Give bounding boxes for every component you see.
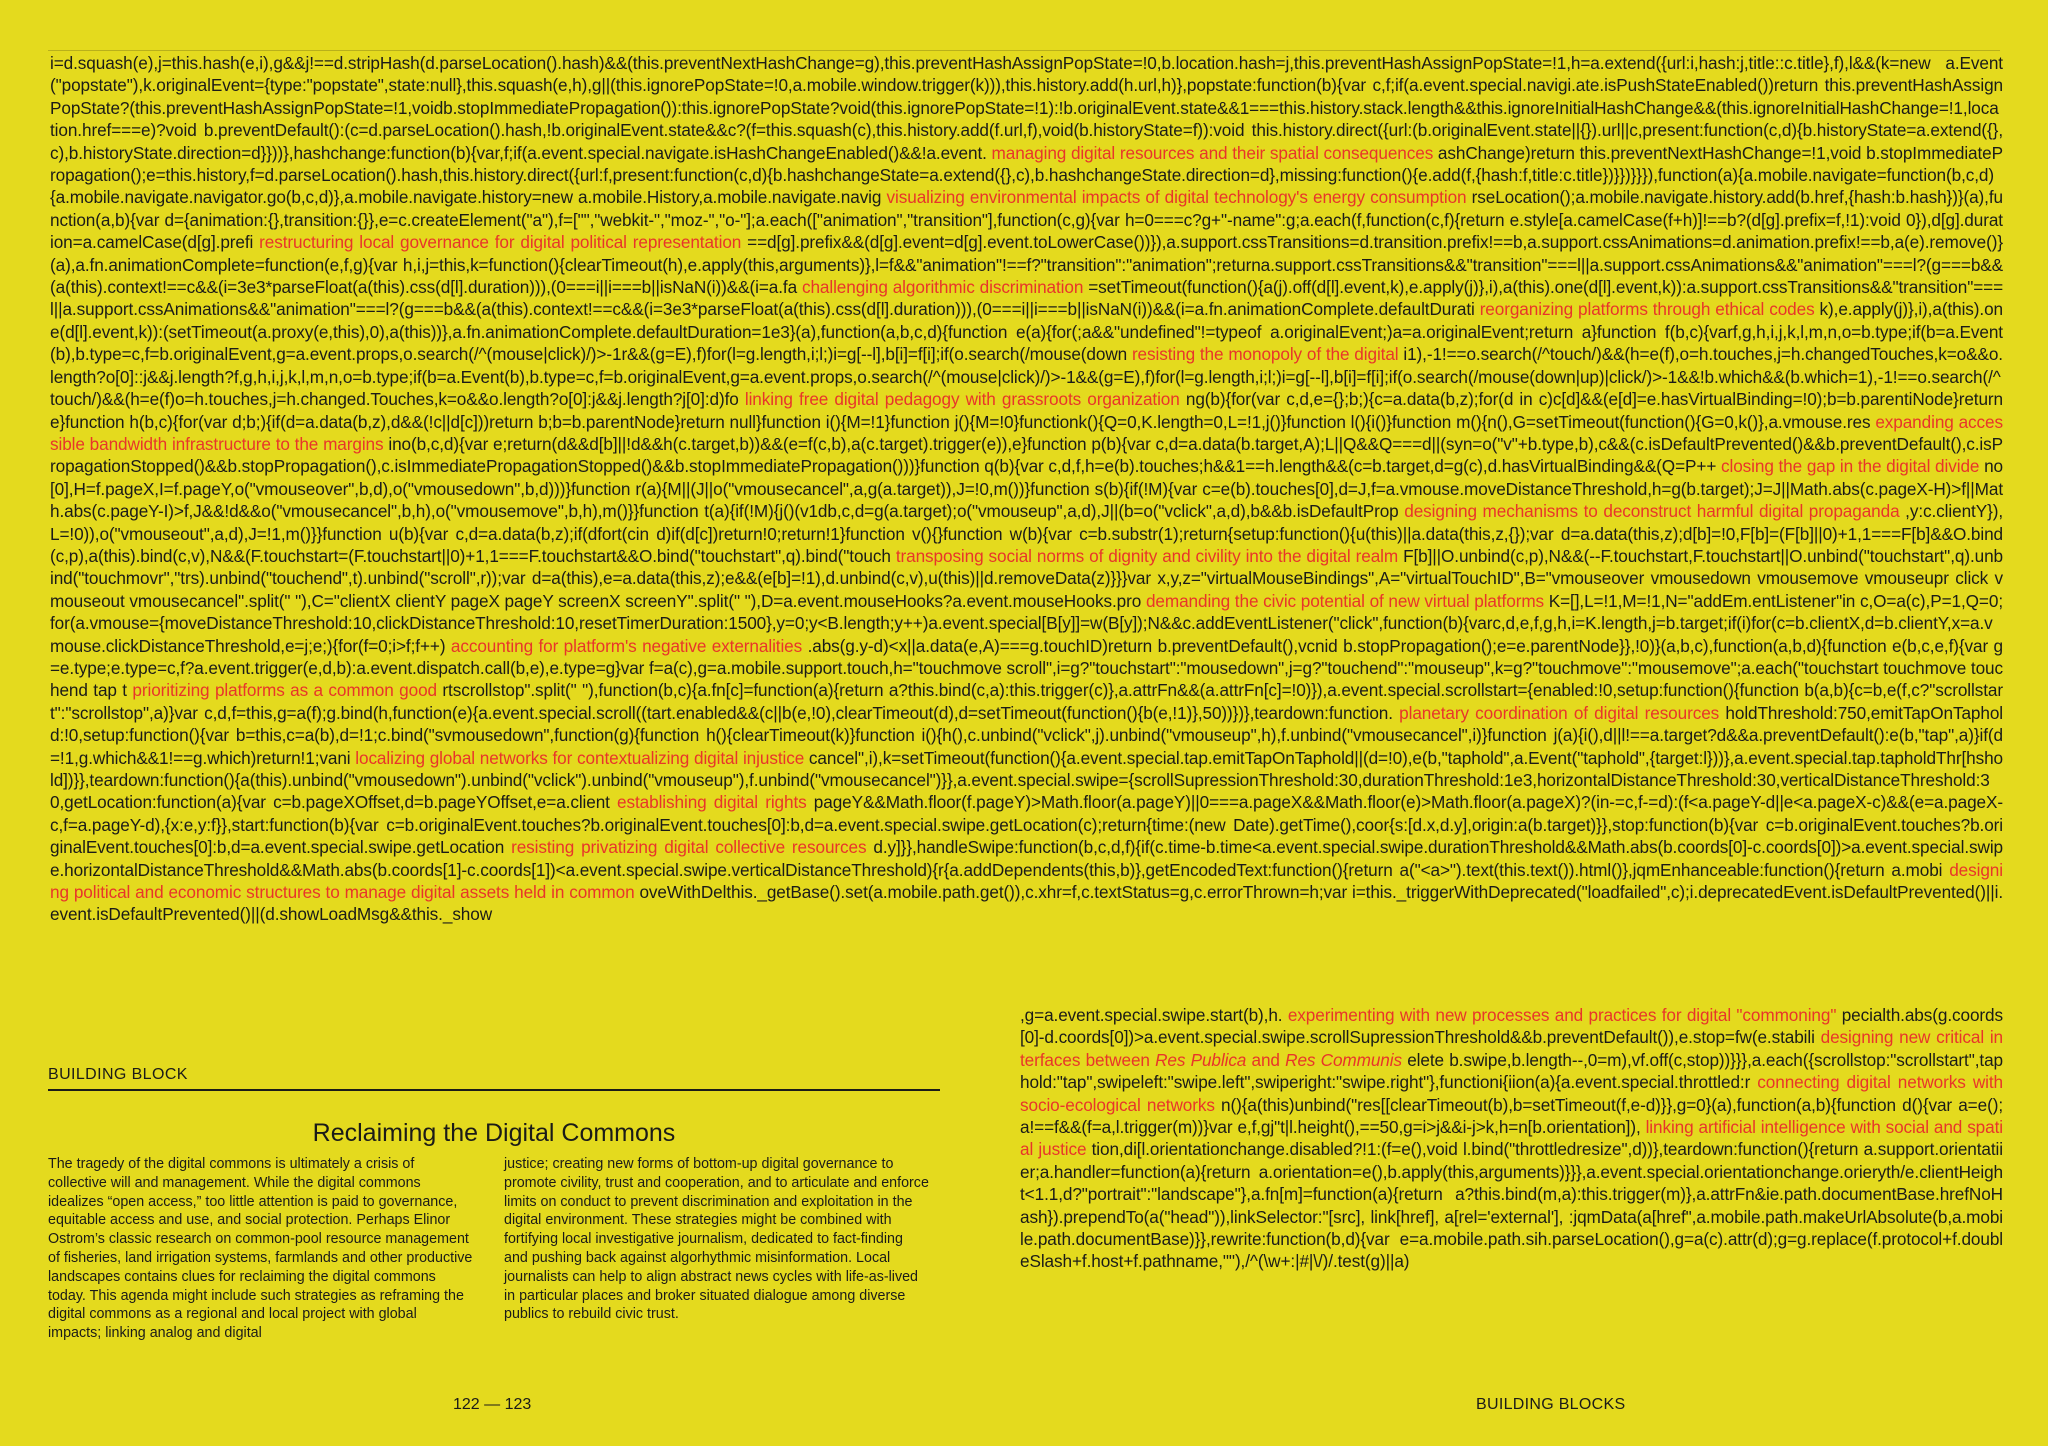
code-fragment: rseLocation();a.mobile.navigate.history.add(b.href,{hash:b.hash})}(a),function(a,b){var d={animation:{},transition:{}},e=c.createElement("a"),f=["","webkit-","moz-","o-"];a.each(["animation","transition"],function(c,g){var h=0===c?g+"-name":g;a.each(f,function(c,f){return e.style[a.camelCase(f+h)]!==b?(d[g].prefix=f,!1):void 0}),d[g].duration=a.camelCase(d[g].prefi xyxy=(50,187,2003,253)
code-fragment: F[b]||O.unbind(c,p),N&&(--F.touchstart,F.touchstart||O.unbind("touchstart",q).unbind("touchmovr","trs).unbind("touchend",t).unbind("scroll",r));var d=a(this),e=a.data(this,z);e&&(e[b]=!1),d.unbind(c,v),u(this)||d.removeData(z)}}}var x,y,z="virtualMouseBindings",A="virtualTouchID",B="vmouseover vmousedown vmousemove vmouseupr click vmouseout vmousecancel".split(" "),C="clientX clientY pageX pageY screenX screenY".split(" "),D=a.event.mouseHooks?a.event.mouseHooks.pro xyxy=(50,545,2003,611)
top-rule xyxy=(48,50,2000,51)
code-fragment: =setTimeout(function(){a(j).off(d[l].event,k),e.apply(j)},i),a(this).one(d[l].event,k)):a.support.cssTransitions&&"transition"===l||a.support.cssAnimations&&"animation"===l?(g===b&&(a(this).context!==c&&(i=3e3*parseFloat(a(this).css(d[l].duration))),(0===i||i===b||isNaN(i))&&(i=a.fn.animationComplete.defaultDurati xyxy=(50,277,2004,320)
running-head: BUILDING BLOCKS xyxy=(1476,1396,1626,1413)
section-label: BUILDING BLOCK xyxy=(48,1066,188,1083)
code-fragment: i=d.squash(e),j=this.hash(e,i),g&&j!==d.stripHash(d.parseLocation().hash)&&(this.preventNextHashChange=g),this.preventHashAssignPopState=!0,b.location.hash=j,this.preventHashAssignPopState=!1,h=a.extend({url:i,hash:j,title::c.title},f),l&&(k=new a.Event("popstate"),k.originalEvent={type:"popstate",state:null},this.squash(e,h),g||(this.ignorePopState=!0,a.mobile.window.trigger(k))),this.history.add(h.url,h)},popstate:function(b){var c,f;if(a.event.special.navigi.ate.isPushStateEnabled())return this.preventHashAssignPopState?(this.preventHashAssignPopState=!1,voidb.stopImmediatePropagation()):this.ignorePopState?void(this.ignorePopState=!1):!b.originalEvent.state&&1===this.history.stack.length&&this.ignoreInitialHashChange&&(this.ignoreInitialHashChange=!1,location.href===e)?void b.preventDefault():(c=d.parseLocation().hash,!b.originalEvent.state&&c?(f=this.squash(c),this.history.add(f.url,f),void(b.historyState=f)):void this.history.direct({url:(b.originalEvent.state||{}).url||c,present:function(c,d){b.historyState=a.extend({},c),b.historyState.direction=d}}))},hashchange:function(b){var,f;if(a.event.special.navigate.isHashChangeEnabled()&&!a.event. xyxy=(50,53,2003,163)
code-fragment: pecialth.abs(g.coords[0]-d.coords[0])>a.event.special.swipe.scrollSupressionThreshold&&b.preventDefault()),e.stop=fw(e.stabili xyxy=(1020,1005,2003,1048)
highlighted-phrase: designing mechanisms to deconstruct harmful digital propaganda xyxy=(1404,501,1900,522)
code-fragment: ino(b,c,d){var e;return(d&&d[b]||!d&&h(c.target,b))&&(e=f(c,b),a(c.target).trigger(e)),e}function p(b){var c,d=a.data(b.target,A);L||Q&&Q===d||(syn=o("v"+b.type,b),c&&(c.isDefaultPrevented()&&b.preventDefault(),c.isPropagationStopped()&&b.stopPropagation(),c.isImmediatePropagationStopped()&&b.stopImmediatePropagation()))}function q(b){var c,d,f,h=e(b).touches;h&&1==h.length&&(c=b.target,d=g(c),d.hasVirtualBinding&&(Q=P++ xyxy=(50,433,2003,477)
code-fragment: ,y:c.clientY}),L=!0)),o("vmouseout",a,d),J=!1,m()}}function u(b){var c,d=a.data(b,z);if(dfort(cin d)if(d[c])return!0;return!1}function v(){}function w(b){var c=b.substr(1);return{setup:function(){u(this)||a.data(this,z,{});var d=a.data(this,z);d[b]=!0,F[b]=(F[b]||0)+1,1===F[b]&&O.bind(c,p),a(this).bind(c,v),N&&(F.touchstart=(F.touchstart||0)+1,1===F.touchstart&&O.bind("touchstart",q).bind("touch xyxy=(50,501,2004,566)
highlighted-phrase: managing digital resources and their spatial consequences xyxy=(991,142,1434,163)
highlighted-phrase: Res Publica xyxy=(1155,1049,1247,1070)
code-fragment: i1),-1!==o.search(/^touch/)&&(h=e(f),o=h.touches,j=h.changedTouches,k=o&&o.length?o[0]::j&&j.length?f,g,h,i,j,k,l,m,n,o=b.type;if(b=a.Event(b),b.type=c,f=b.originalEvent,g=a.event.props,o.search(/^(mouse|click)/)>-1&&(g=E),f)for(l=g.length,i;l;)i=g[--l],b[i]=f[i];if(o.search(/mouse(down|up)|click/)>-1&&!b.which&&(b.which=1),-1!==o.search(/^touch/)&&(h=e(f)o=h.touches,j=h.changed.Touches,k=o&&o.length?o[0]:j&&j.length?j[0]:d)fo xyxy=(50,344,2003,410)
highlighted-phrase: designing political and economic structures to manage digital assets held in common xyxy=(50,859,2003,903)
code-fragment: pageY&&Math.floor(f.pageY)>Math.floor(a.pageY)||0===a.pageX&&Math.floor(e)>Math.floor(a.pageX)?(in-=c,f-=d):(f<a.pageY-d||e<a.pageX-c)&&(e=a.pageX-c,f=a.pageY-d),{x:e,y:f}},start:function(b){var c=b.originalEvent.touches?b.originalEvent.touches[0]:b,d=a.event.special.swipe.getLocation(c);return{time:(new Date).getTime(),coor{s:[d.x,d.y],origin:a(b.target)}},stop:function(b){var c=b.originalEvent.touches?b.originalEvent.touches[0]:b,d=a.event.special.swipe.getLocation xyxy=(50,792,2003,858)
code-fragment: no [0],H=f.pageX,I=f.pageY,o("vmouseover",b,d),o("vmousedown",b,d)))}function r(a){M||(J||o("vmousecancel",a,g(a.target)),J=!0,m())}function s(b){if(!M){var c=e(b).touches[0],d=J,f=a.vmouse.moveDistanceThreshold,h=g(b.target);J=J||Math.abs(c.pageX-H)>f||Math.abs(c.pageY-I)>f,J&&!d&&o("vmousecancel",b,h),o("vmousemove",b,h),m()}}function t(a){if(!M){j()(v1db,c,d=g(a.target);o("vmouseup",a,d),J||(b=o("vclick",a,d),b&&b.isDefaultProp xyxy=(50,456,2004,522)
highlighted-phrase: Res Communis xyxy=(1285,1049,1402,1070)
highlighted-phrase: accounting for platform's negative externalities xyxy=(450,635,803,656)
highlighted-phrase: prioritizing platforms as a common good xyxy=(132,680,437,701)
code-fragment: ng(b){for(var c,d,e={};b;){c=a.data(b,z);for(d in c)c[d]&&(e[d]=e.hasVirtualBinding=!0);b=b.parentiNode}return e}function h(b,c){for(var d;b;){if(d=a.data(b,z),d&&(!c||d[c]))return b;b=b.parentNode}return null}function i(){M=!1}function j(){M=!0}functionk(){Q=0,K.length=0,L=!1,j()}function l(){i()}function m(){n(),G=setTimeout(function(){G=0,k()},a.vmouse.res xyxy=(50,389,2003,432)
highlighted-phrase: resisting privatizing digital collective resources xyxy=(511,837,867,858)
highlighted-phrase: localizing global networks for contextualizing digital injustice xyxy=(355,747,805,768)
highlighted-phrase: demanding the civic potential of new virtual platforms xyxy=(1145,590,1545,611)
highlighted-phrase: designing new critical interfaces between xyxy=(1020,1027,2003,1070)
code-text-block xyxy=(50,52,2003,926)
highlighted-phrase: closing the gap in the digital divide xyxy=(1720,456,1980,477)
code-fragment: ,g=a.event.special.swipe.start(b),h. xyxy=(1020,1005,1288,1025)
highlighted-phrase: reorganizing platforms through ethical codes xyxy=(1479,299,1815,320)
highlighted-phrase: planetary coordination of digital resources xyxy=(1399,702,1720,723)
highlighted-phrase: expanding accessible bandwidth infrastructure to the margins xyxy=(50,411,2003,454)
code-text-block-right xyxy=(1020,1004,2003,1273)
code-fragment: cancel",i),k=setTimeout(function(){a.event.special.tap.emitTapOnTaphold||(d=!0),e(b,"taphold",a.Event("taphold",{target:l}))},a.event.special.tap.tapholdThr[hshold])}},teardown:function(){a(this).unbind("vmousedown").unbind("vclick").unbind("vmouseup"),f.unbind("vmousecancel")}},a.event.special.swipe={scrollSupressionThreshold:30,durationThreshold:1e3,horizontalDistanceThreshold:30,verticalDistanceThreshold:30,getLocation:function(a){var c=b.pageXOffset,d=b.pageYOffset,e=a.client xyxy=(50,747,2003,813)
code-fragment: ==d[g].prefix&&(d[g].event=d[g].event.toLowerCase())}),a.support.cssTransitions=d.transition.prefix!==b,a.support.cssAnimations=d.animation.prefix!==b,a(e).remove()}(a),a.fn.animationComplete=function(e,f,g){var h,i,j=this,k=function(){clearTimeout(h),e.apply(this,arguments)},l=f&&"animation"!==f?"transition":"animation";returna.support.cssTransitions&&"transition"===l||a.support.cssAnimations&&"animation"===l?(g===b&&(a(this).context!==c&&(i=3e3*parseFloat(a(this).css(d[l].duration))),(0===i||i===b||isNaN(i))&&(i=a.fa xyxy=(50,232,2004,298)
code-fragment: d.y]}},handleSwipe:function(b,c,d,f){if(c.time-b.time<a.event.special.swipe.durationThreshold&&Math.abs(b.coords[0]-c.coords[0])>a.event.special.swipe.horizontalDistanceThreshold&&Math.abs(b.coords[1]-c.coords[1])<a.event.special.swipe.verticalDistanceThreshold){r{a.addDependents(this,b)},getEncodedText:function(){return a("<a>").text(this.text()).html()},jqmEnhanceable:function(){return a.mobi xyxy=(50,837,2003,880)
code-fragment: rtscrollstop".split(" "),function(b,c){a.fn[c]=function(a){return a?this.bind(c,a):this.trigger(c)},a.attrFn&&(a.attrFn[c]=!0)}),a.event.special.scrollstart={enabled:!0,setup:function(){function b(a,b){c=b,e(f,c?"scrollstart":"scrollstop",a)}var c,d,f=this,g=a(f);g.bind(h,function(e){a.event.special.scroll((tart.enabled&&(c||b(e,!0),clearTimeout(d),d=setTimeout(function(){b(e,!1)},50))})},teardown:function. xyxy=(50,680,2003,723)
article-column-2: justice; creating new forms of bottom-up digital governance to promote civility, trust and cooperation, and to articulate and enforce limits on conduct to prevent discrimination and exploitation in the digital environment. These strategies might be combined with fortifying local investigative journalism, dedicated to fact-finding and pushing back against algorhythmic misinformation. Local journalists can help to align abstract news cycles with life-as-lived in particular places and broker situated dialogue among diverse publics to rebuild civic trust. xyxy=(504,1156,929,1323)
code-fragment: K=[],L=!1,M=!1,N="addEm.entListener"in c,O=a(c),P=1,Q=0;for(a.vmouse={moveDistanceThreshold:10,clickDistanceThreshold:10,resetTimerDuration:1500},y=0;y<B.length;y++)a.event.special[B[y]]=w(B[y]);N&&c.addEventListener("click",function(b){varc,d,e,f,g,h,i=K.length,j=b.target;if(i)for(c=b.clientX,d=b.clientY,x=a.vmouse.clickDistanceThreshold,e=j;e;){for(f=0;i>f;f++) xyxy=(50,590,2003,656)
highlighted-phrase: restructuring local governance for digital political representation xyxy=(259,232,742,253)
code-fragment: elete b.swipe,b.length--,0=m),vf.off(c,stop))}}},a.each({scrollstop:"scrollstart",taphold:"tap",swipeleft:"swipe.left",swiperight:"swipe.right"},functioni{iion(a){a.event.special.throttled:r xyxy=(1020,1049,2003,1093)
highlighted-phrase: visualizing environmental impacts of digital technology's energy consumption xyxy=(886,187,1467,208)
section-divider xyxy=(48,1089,940,1091)
code-fragment: n(){a(this)unbind("res[[clearTimeout(b),b=setTimeout(f,e-d)}},g=0}(a),function(a,b){function d(){var a=e();a!==f&&(f=a,l.trigger(m))}var e,f,gj"t|l.height(),==50,g=i>j&&i-j>k,h=n[b.orientation]), xyxy=(1020,1094,2003,1138)
code-fragment: .abs(g.y-d)<x||a.data(e,A)===g.touchID)return b.preventDefault(),vcnid b.stopPropagation();e=e.parentNode}},!0)}(a,b,c),function(a,b,d){function e(b,c,e,f){var g=e.type;e.type=c,f?a.event.trigger(e,d,b):a.event.dispatch.call(b,e),e.type=g}var f=a(c),g=a.mobile.support.touch,h="touchmove scroll",i=g?"touchstart":"mousedown",j=g?"touchend":"mouseup",k=g?"touchmove":"mousemove";a.each("touchstart touchmove touchend tap t xyxy=(50,635,2003,701)
highlighted-phrase: and xyxy=(1246,1049,1286,1070)
code-fragment: holdThreshold:750,emitTapOnTaphold:!0,setup:function(){var b=this,c=a(b),d=!1;c.bind("svmousedown",function(g){function h(){clearTimeout(k)}function i(){h(),c.unbind("vclick",j).unbind("vmouseup",h),f.unbind("vmousecancel",i)}function j(a){i(),d||l!==a.target?d&&a.preventDefault():e(b,"tap",a)}if(d=!1,g.which&&1!==g.which)return!1;vani xyxy=(50,702,2004,768)
highlighted-phrase: resisting the monopoly of the digital xyxy=(1131,344,1399,365)
code-fragment: oveWithDelthis._getBase().set(a.mobile.path.get()),c.xhr=f,c.textStatus=g,c.errorThrown=h;var i=this._triggerWithDeprecated("loadfailed",c);i.deprecatedEvent.isDefaultPrevented()||i.event.isDefaultPrevented()||(d.showLoadMsg&&this._show xyxy=(50,882,2003,925)
code-fragment: k),e.apply(j)},i),a(this).one(d[l].event,k)):(setTimeout(a.proxy(e,this),0),a(this))},a.fn.animationComplete.defaultDuration=1e3}(a),function(a,b,c,d){function e(a){for(;a&&"undefined"!=typeof a.originalEvent;)a=a.originalEvent;return a}function f(b,c){varf,g,h,i,j,k,l,m,n,o=b.type;if(b=a.Event(b),b.type=c,f=b.originalEvent,g=a.event.props,o.search(/^(mouse|click)/)>-1r&&(g=E),f)for(l=g.length,i;l;)i=g[--l],b[i]=f[i];if(o.search(/mouse(down xyxy=(50,299,2004,365)
code-fragment: tion,di[l.orientationchange.disabled?!1:(f=e(),void l.bind("throttledresize",d))},teardown:function(){return a.support.orientatiier;a.handler=function(a){return a.orientation=e(),b.apply(this,arguments)}}},a.event.special.orientationchange.orieryth/e.clientHeight<1.1,d?"portrait":"landscape"},a.fn[m]=function(a){return a?this.bind(m,a):this.trigger(m)},a.attrFn&ie.path.documentBase.hrefNoHash}).prependTo(a("head")),linkSelector:"[src], link[href], a[rel='external'], :jqmData(a[href",a.mobile.path.makeUrlAbsolute(b,a.mobile.path.documentBase)}},rewrite:function(b,d){var e=a.mobile.path.sih.parseLocation(),g=a(c).attr(d);g=g.replace(f.protocol+f.doubleSlash+f.host+f.pathname,""),/^(\w+:|#|\/)/.test(g)||a) xyxy=(1020,1139,2003,1272)
page-numbers: 122 — 123 xyxy=(453,1396,532,1413)
highlighted-phrase: linking artificial intelligence with social and spatial justice xyxy=(1020,1117,2003,1160)
highlighted-phrase: challenging algorithmic discrimination xyxy=(801,277,1084,298)
highlighted-phrase: experimenting with new processes and practices for digital "commoning" xyxy=(1287,1005,1837,1025)
highlighted-phrase: establishing digital rights xyxy=(617,792,807,813)
highlighted-phrase: transposing social norms of dignity and civility into the digital realm xyxy=(895,545,1399,566)
highlighted-phrase: connecting digital networks with socio-ecological networks xyxy=(1020,1072,2003,1115)
article-column-1: The tragedy of the digital commons is ultimately a crisis of collective will and management. While the digital commons idealizes “open access,” too little attention is paid to governance, equitable access and use, and social protection. Perhaps Elinor Ostrom’s classic research on common-pool resource management of fisheries, land irrigation systems, farmlands and other productive landscapes contains clues for reclaiming the digital commons today. This agenda might include such strategies as reframing the digital commons as a regional and local project with global impacts; linking analog and digital xyxy=(48,1156,473,1342)
highlighted-phrase: linking free digital pedagogy with grassroots organization xyxy=(744,389,1180,410)
code-fragment: ashChange)return this.preventNextHashChange=!1,void b.stopImmediatePropagation();e=this.history,f=d.parseLocation().hash,this.history.direct({url:f,present:function(c,d){b.hashchangeState=a.extend({},c),b.hashchangeState.direction=d},missing:function(){e.add(f,{hash:f,title:c.title})}})}}}),function(a){a.mobile.navigate=function(b,c,d){a.mobile.navigate.navigator.go(b,c,d)},a.mobile.navigate.history=new a.mobile.History,a.mobile.navigate.navig xyxy=(50,142,2004,208)
article-title: Reclaiming the Digital Commons xyxy=(312,1118,676,1147)
